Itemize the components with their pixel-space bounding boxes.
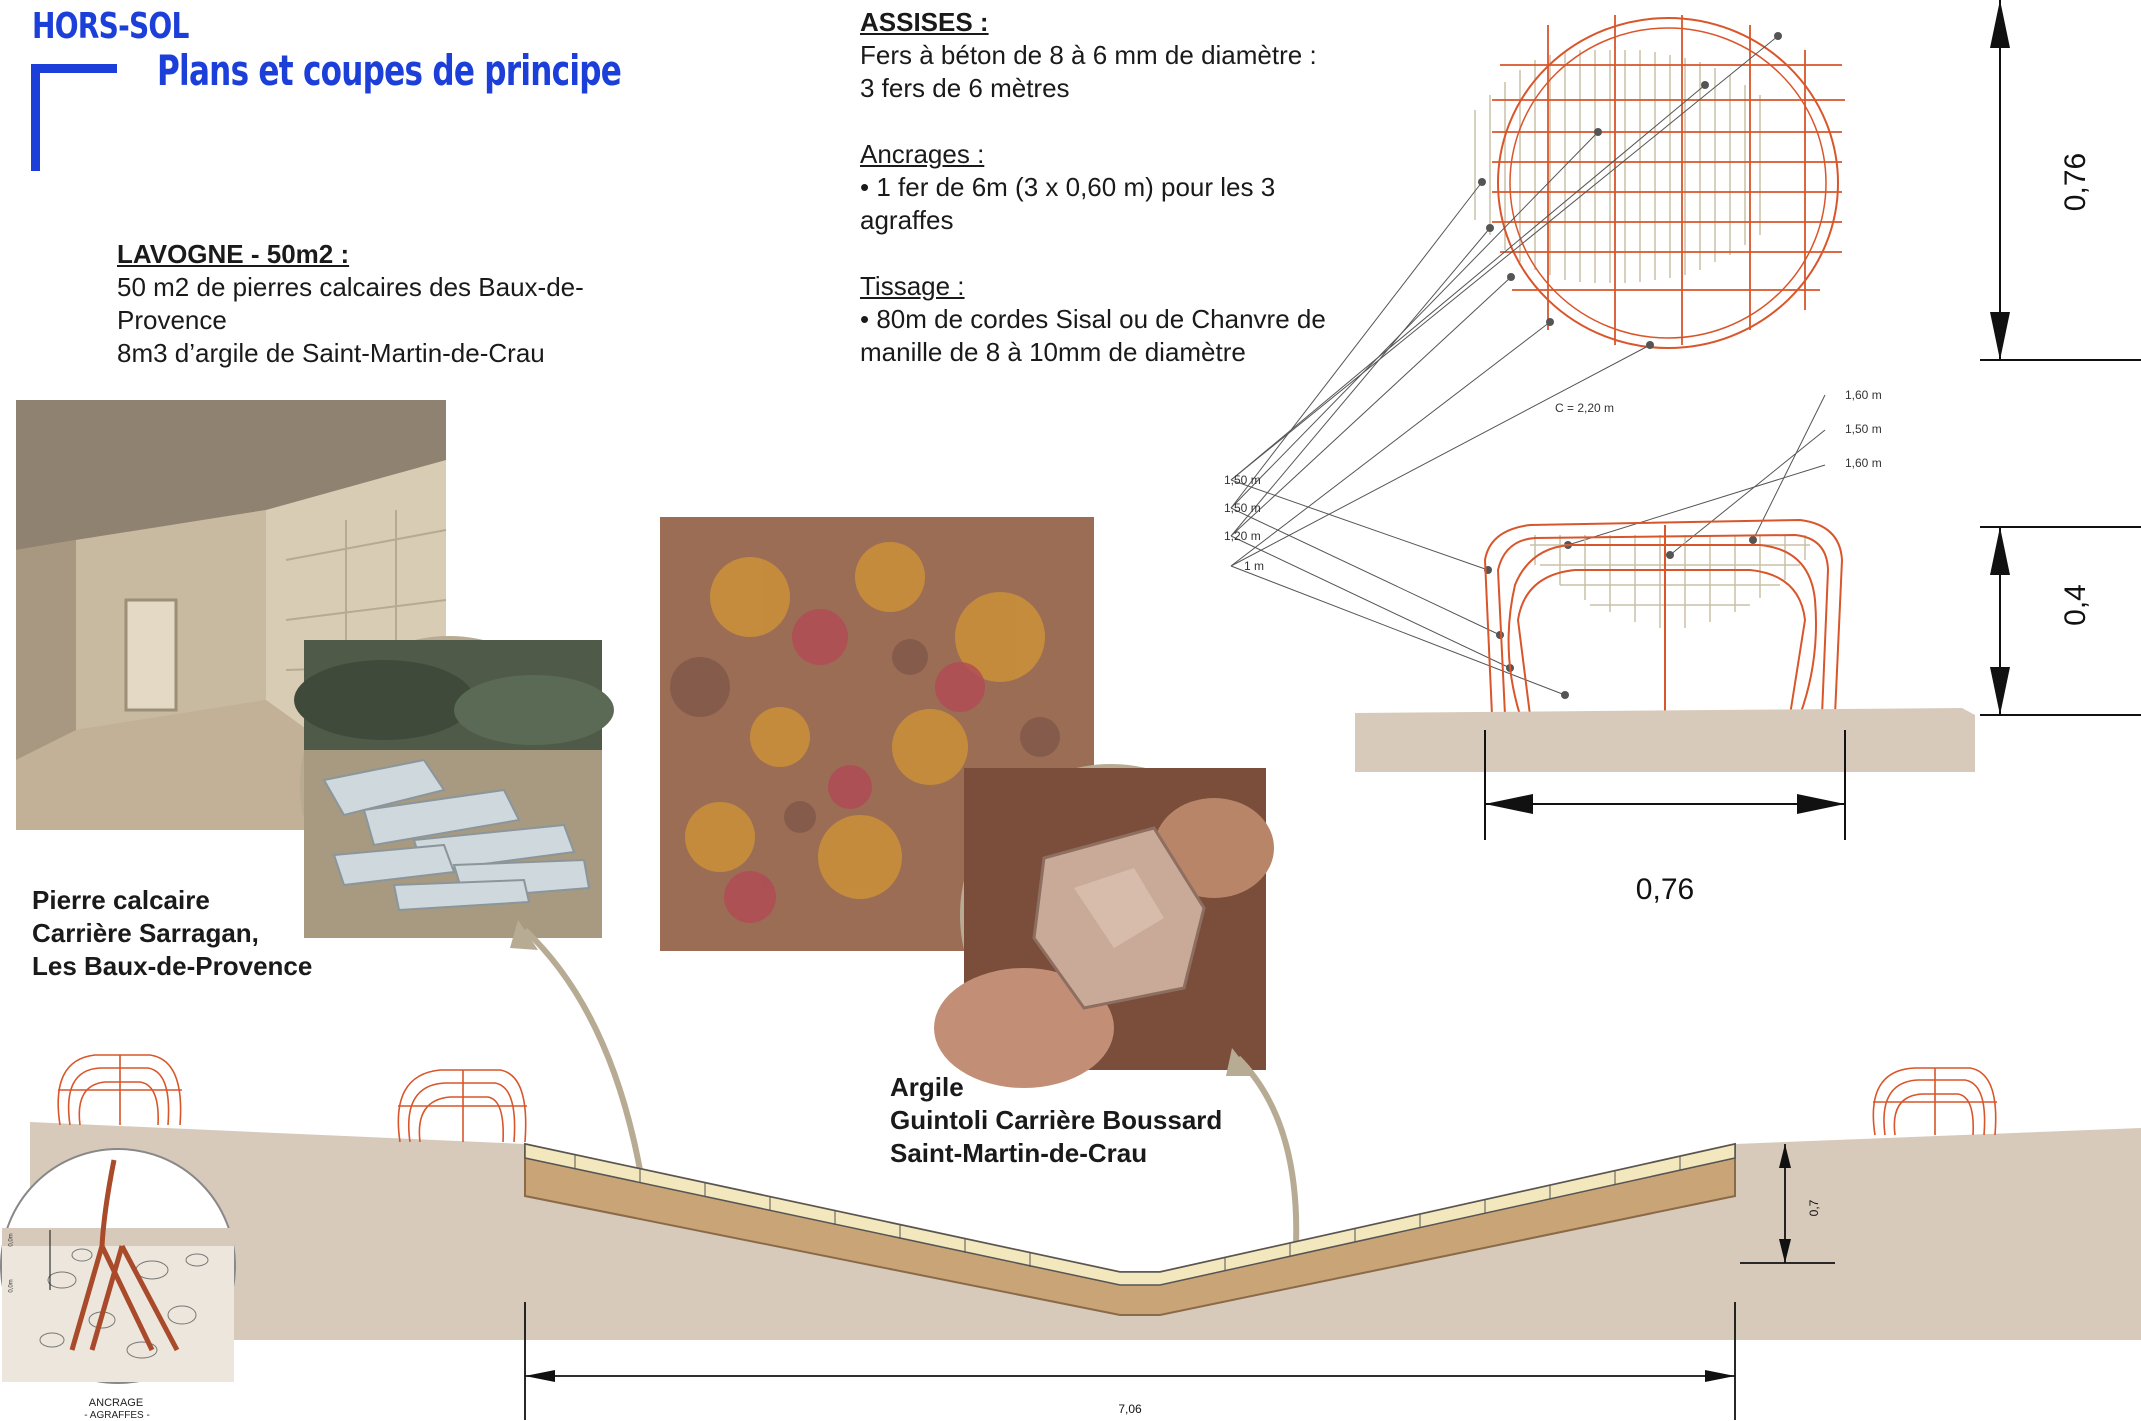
leader-lines: [1231, 36, 1825, 695]
seat-plan-circle: [1498, 18, 1838, 348]
header-subtitle: Plans et coupes de principe: [157, 46, 622, 95]
seat-width-label: 0,76: [1635, 873, 1695, 906]
ancrages-heading: Ancrages :: [860, 139, 985, 169]
section-seat: [398, 1070, 527, 1142]
section-width-label: 7,06: [1118, 1402, 1142, 1416]
seat-side-frame: [1485, 520, 1842, 715]
argile-caption-line: Argile: [890, 1072, 964, 1102]
ring-label: 1,60 m: [1845, 456, 1882, 470]
seat-drawing: [1224, 0, 2141, 920]
ancrage-sublabel: - AGRAFFES -: [84, 1410, 150, 1421]
header-title: HORS-SOL: [32, 6, 189, 47]
ring-label: 1 m: [1244, 559, 1265, 573]
tissage-line: manille de 8 à 10mm de diamètre: [860, 337, 1246, 367]
seat-height-top-label: 0,76: [2059, 152, 2092, 212]
ring-label: 1,50 m: [1224, 501, 1261, 515]
ancrage-dim-top: 0,0m: [8, 1233, 15, 1247]
section-seat: [1873, 1068, 1997, 1135]
assises-heading: ASSISES :: [860, 7, 989, 37]
lavogne-line: 50 m2 de pierres calcaires des Baux-de-: [117, 272, 584, 302]
lavogne-line: Provence: [117, 305, 227, 335]
ancrage-label: ANCRAGE: [88, 1397, 144, 1409]
pierre-caption-line: Carrière Sarragan,: [32, 918, 259, 948]
seat-weave-side: [1530, 535, 1810, 628]
argile-caption-line: Saint-Martin-de-Crau: [890, 1138, 1148, 1168]
circumference-label: C = 2,20 m: [1555, 401, 1615, 415]
lavogne-heading: LAVOGNE - 50m2 :: [117, 239, 350, 269]
pierre-caption-line: Pierre calcaire: [32, 885, 210, 915]
seat-height-side-label: 0,4: [2059, 584, 2092, 626]
lavogne-line: 8m3 d’argile de Saint-Martin-de-Crau: [117, 338, 545, 368]
assises-line: Fers à béton de 8 à 6 mm de diamètre :: [860, 40, 1317, 70]
tissage-heading: Tissage :: [860, 271, 965, 301]
ancrage-detail: [0, 1148, 236, 1384]
ring-label: 1,50 m: [1845, 422, 1882, 436]
ancrage-dim-bottom: 0,0m: [8, 1279, 15, 1293]
section-depth-label: 0,7: [1807, 1199, 1821, 1217]
ancrages-line: agraffes: [860, 205, 954, 235]
seat-ground-slab: [1355, 708, 1975, 772]
lavogne-cross-section: [0, 1040, 2141, 1420]
ring-label: 1,20 m: [1224, 529, 1261, 543]
ancrages-line: • 1 fer de 6m (3 x 0,60 m) pour les 3: [860, 172, 1276, 202]
ring-label: 1,50 m: [1224, 473, 1261, 487]
ring-label: 1,60 m: [1845, 388, 1882, 402]
pierre-caption-line: Les Baux-de-Provence: [32, 951, 313, 981]
tissage-line: • 80m de cordes Sisal ou de Chanvre de: [860, 304, 1326, 334]
argile-caption-line: Guintoli Carrière Boussard: [890, 1105, 1223, 1135]
section-seat: [58, 1055, 182, 1125]
assises-line: 3 fers de 6 mètres: [860, 73, 1070, 103]
